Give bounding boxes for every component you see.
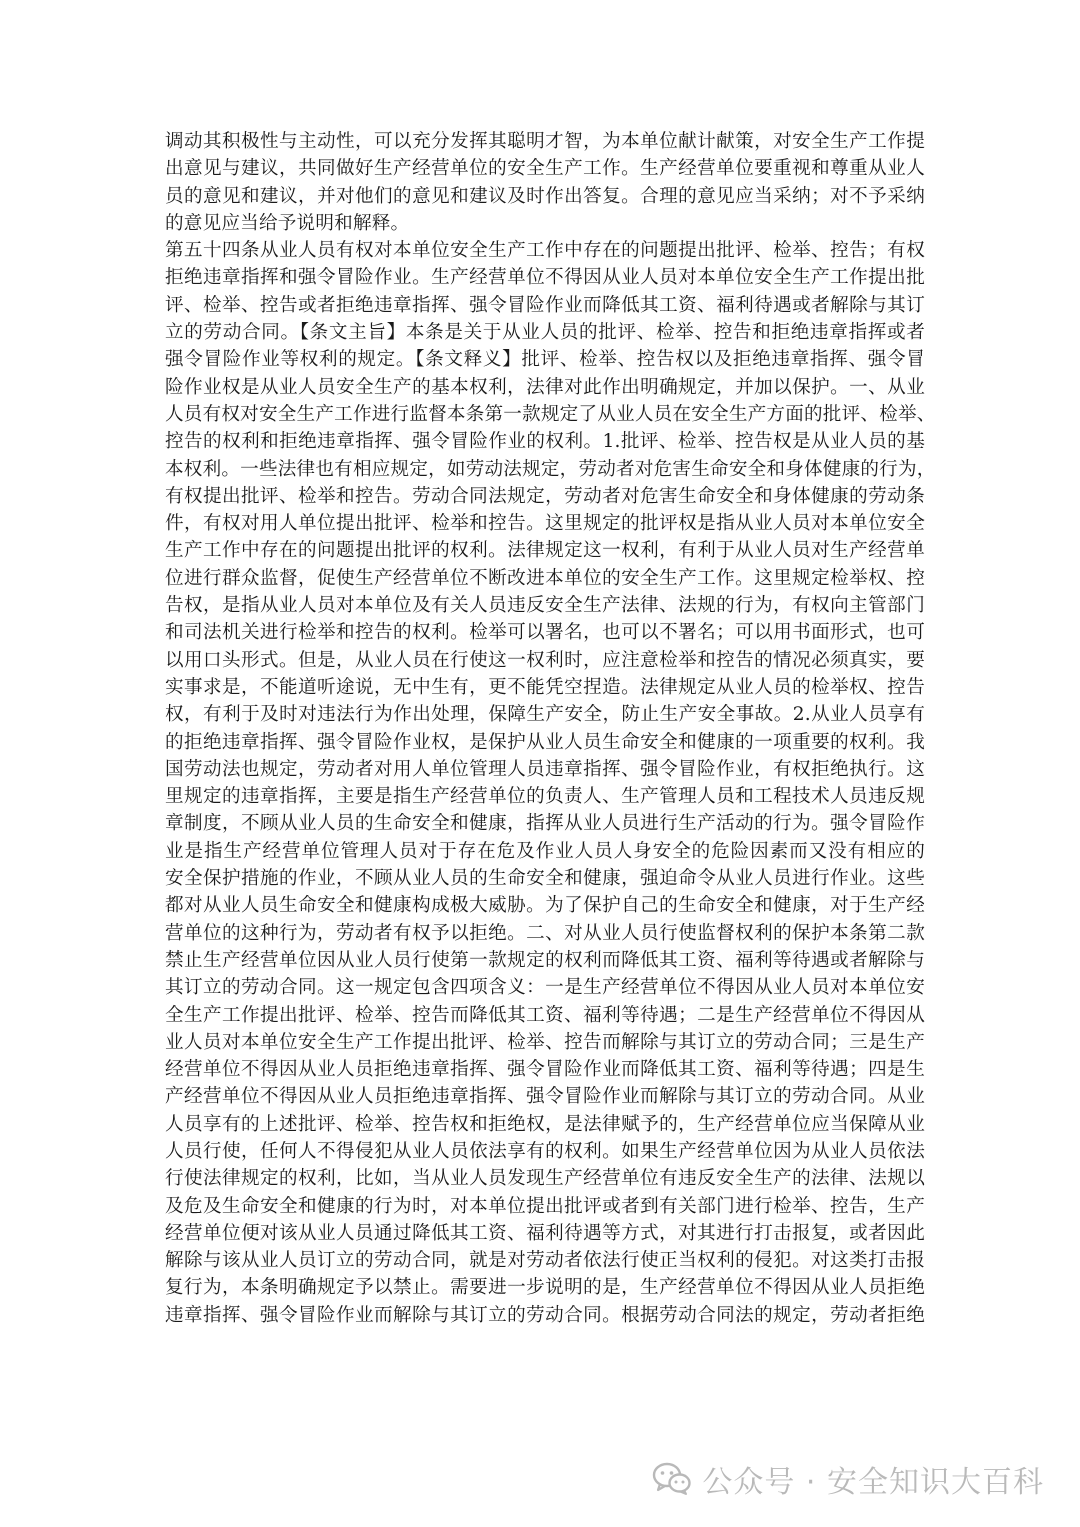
text-line: 业人员对本单位安全生产工作提出批评、检举、控告而解除与其订立的劳动合同；三是生产	[165, 1031, 925, 1053]
text-line: 及危及生命安全和健康的行为时，对本单位提出批评或者到有关部门进行检举、控告，生产	[165, 1195, 925, 1217]
text-line: 的意见应当给予说明和解释。	[165, 212, 410, 234]
text-line: 告权，是指从业人员对本单位及有关人员违反安全生产法律、法规的行为，有权向主管部门	[165, 595, 925, 617]
text-line: 的拒绝违章指挥、强令冒险作业权，是保护从业人员生命安全和健康的一项重要的权利。我	[165, 731, 925, 753]
text-line: 全生产工作提出批评、检举、控告而降低其工资、福利等待遇；二是生产经营单位不得因从	[165, 1004, 925, 1026]
text-line: 以用口头形式。但是，从业人员在行使这一权利时，应注意检举和控告的情况必须真实，要	[165, 649, 925, 671]
text-line: 安全保护措施的作业，不顾从业人员的生命安全和健康，强迫命令从业人员进行作业。这些	[165, 868, 925, 890]
text-line: 人员有权对安全生产工作进行监督本条第一款规定了从业人员在安全生产方面的批评、检举、	[165, 403, 936, 425]
text-line: 复行为，本条明确规定予以禁止。需要进一步说明的是，生产经营单位不得因从业人员拒绝	[165, 1277, 925, 1299]
text-line: 立的劳动合同。【条文主旨】本条是关于从业人员的批评、检举、控告和拒绝违章指挥或者	[165, 322, 925, 344]
text-line: 出意见与建议，共同做好生产经营单位的安全生产工作。生产经营单位要重视和尊重从业人	[165, 158, 925, 180]
text-line: 和司法机关进行检举和控告的权利。检举可以署名，也可以不署名；可以用书面形式，也可	[165, 622, 925, 644]
paragraph	[165, 128, 925, 237]
text-line: 解除与该从业人员订立的劳动合同，就是对劳动者依法行使正当权利的侵犯。对这类打击报	[165, 1250, 925, 1272]
wechat-icon	[652, 1462, 692, 1496]
text-line: 里规定的违章指挥，主要是指生产经营单位的负责人、生产管理人员和工程技术人员违反规	[165, 786, 925, 808]
text-line: 都对从业人员生命安全和健康构成极大威胁。为了保护自己的生命安全和健康，对于生产经	[165, 895, 925, 917]
paragraph	[165, 237, 936, 1329]
text-line: 员的意见和建议，并对他们的意见和建议及时作出答复。合理的意见应当采纳；对不予采纳	[165, 185, 925, 207]
text-line: 有权提出批评、检举和控告。劳动合同法规定，劳动者对危害生命安全和身体健康的劳动条	[165, 485, 925, 507]
text-line: 营单位的这种行为，劳动者有权予以拒绝。二、对从业人员行使监督权利的保护本条第二款	[165, 922, 925, 944]
watermark	[652, 1457, 1044, 1501]
text-line: 权，有利于及时对违法行为作出处理，保障生产安全，防止生产安全事故。2.从业人员享有	[165, 704, 925, 726]
text-line: 实事求是，不能道听途说，无中生有，更不能凭空捏造。法律规定从业人员的检举权、控告	[165, 676, 925, 698]
text-line: 业是指生产经营单位管理人员对于存在危及作业人员人身安全的危险因素而又没有相应的	[165, 840, 925, 862]
text-line: 人员行使，任何人不得侵犯从业人员依法享有的权利。如果生产经营单位因为从业人员依法	[165, 1140, 925, 1162]
text-line: 调动其积极性与主动性，可以充分发挥其聪明才智，为本单位献计献策，对安全生产工作提	[165, 131, 925, 152]
text-line: 本权利。一些法律也有相应规定，如劳动法规定，劳动者对危害生命安全和身体健康的行为，	[165, 458, 936, 480]
text-line: 生产工作中存在的问题提出批评的权利。法律规定这一权利，有利于从业人员对生产经营单	[165, 540, 925, 562]
text-line: 禁止生产经营单位因从业人员行使第一款规定的权利而降低其工资、福利等待遇或者解除与	[165, 949, 925, 971]
text-line: 强令冒险作业等权利的规定。【条文释义】批评、检举、控告权以及拒绝违章指挥、强令冒	[165, 349, 925, 371]
text-line: 件，有权对用人单位提出批评、检举和控告。这里规定的批评权是指从业人员对本单位安全	[165, 513, 925, 535]
watermark-text: 公众号 · 安全知识大百科	[702, 1465, 1044, 1500]
text-line: 行使法律规定的权利，比如，当从业人员发现生产经营单位有违反安全生产的法律、法规以	[165, 1168, 925, 1190]
text-line: 章制度，不顾从业人员的生命安全和健康，指挥从业人员进行生产活动的行为。强令冒险作	[165, 813, 925, 835]
text-line: 位进行群众监督，促使生产经营单位不断改进本单位的安全生产工作。这里规定检举权、控	[165, 567, 925, 589]
text-line: 拒绝违章指挥和强令冒险作业。生产经营单位不得因从业人员对本单位安全生产工作提出批	[165, 267, 925, 289]
text-line: 控告的权利和拒绝违章指挥、强令冒险作业的权利。1.批评、检举、控告权是从业人员的基	[165, 431, 925, 453]
text-line: 产经营单位不得因从业人员拒绝违章指挥、强令冒险作业而解除与其订立的劳动合同。从业	[165, 1086, 925, 1108]
text-line: 国劳动法也规定，劳动者对用人单位管理人员违章指挥、强令冒险作业，有权拒绝执行。这	[165, 758, 925, 780]
text-line: 违章指挥、强令冒险作业而解除与其订立的劳动合同。根据劳动合同法的规定，劳动者拒绝	[165, 1304, 925, 1326]
text-line: 经营单位便对该从业人员通过降低其工资、福利待遇等方式，对其进行打击报复，或者因此	[165, 1222, 925, 1244]
text-line: 险作业权是从业人员安全生产的基本权利，法律对此作出明确规定，并加以保护。一、从业	[165, 376, 925, 398]
document-body	[165, 128, 936, 1329]
text-line: 评、检举、控告或者拒绝违章指挥、强令冒险作业而降低其工资、福利待遇或者解除与其订	[165, 294, 925, 316]
text-line: 其订立的劳动合同。这一规定包含四项含义：一是生产经营单位不得因从业人员对本单位安	[165, 977, 925, 999]
text-line: 人员享有的上述批评、检举、控告权和拒绝权，是法律赋予的，生产经营单位应当保障从业	[165, 1113, 925, 1135]
text-line: 第五十四条从业人员有权对本单位安全生产工作中存在的问题提出批评、检举、控告；有权	[165, 240, 925, 262]
text-line: 经营单位不得因从业人员拒绝违章指挥、强令冒险作业而降低其工资、福利等待遇；四是生	[165, 1059, 925, 1081]
